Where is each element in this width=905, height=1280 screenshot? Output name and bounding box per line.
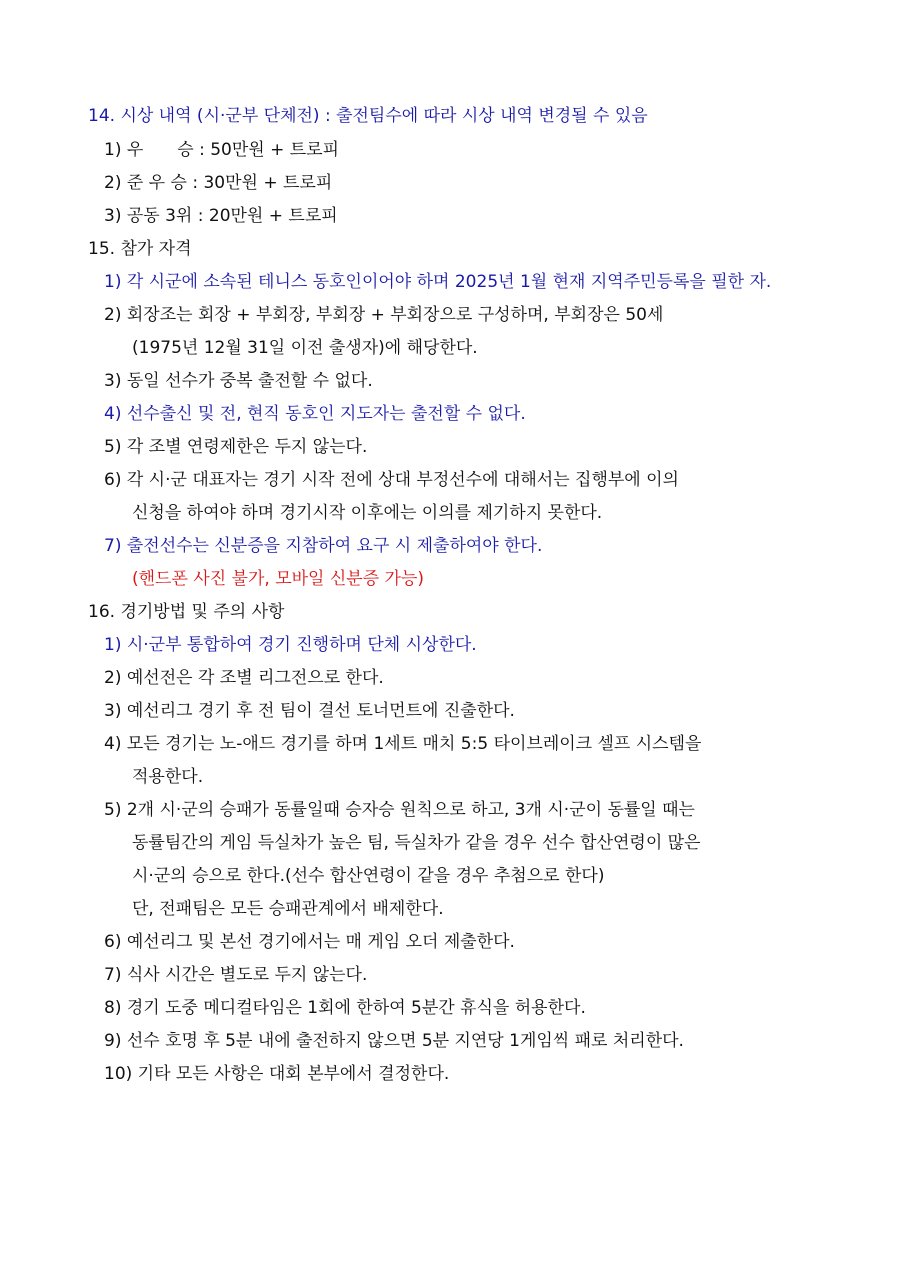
eligibility-item-7: 7) 출전선수는 신분증을 지참하여 요구 시 제출하여야 한다. — [104, 536, 543, 556]
rules-item-5-cont-3: 단, 전패팀은 모든 승패관계에서 배제한다. — [132, 899, 444, 919]
eligibility-item-5: 5) 각 조별 연령제한은 두지 않는다. — [104, 437, 368, 457]
eligibility-item-6: 6) 각 시·군 대표자는 경기 시작 전에 상대 부정선수에 대해서는 집행부에 이의 — [104, 470, 679, 490]
eligibility-item-7-note: (핸드폰 사진 불가, 모바일 신분증 가능) — [132, 569, 425, 589]
award-item-1: 1) 우 승 : 50만원 + 트로피 — [104, 140, 340, 160]
rules-item-4: 4) 모든 경기는 노-애드 경기를 하며 1세트 매치 5:5 타이브레이크 셀프 시스템을 — [104, 734, 702, 754]
rules-item-8: 8) 경기 도중 메디컬타임은 1회에 한하여 5분간 휴식을 허용한다. — [104, 998, 586, 1018]
eligibility-item-1: 1) 각 시군에 소속된 테니스 동호인이어야 하며 2025년 1월 현재 지역주민등록을 필한 자. — [104, 272, 772, 292]
section-15-title: 15. 참가 자격 — [88, 239, 192, 259]
eligibility-item-2-cont: (1975년 12월 31일 이전 출생자)에 해당한다. — [132, 338, 478, 358]
rules-item-4-cont: 적용한다. — [132, 767, 204, 787]
rules-item-7: 7) 식사 시간은 별도로 두지 않는다. — [104, 965, 368, 985]
award-item-3: 3) 공동 3위 : 20만원 + 트로피 — [104, 206, 338, 226]
rules-item-6: 6) 예선리그 및 본선 경기에서는 매 게임 오더 제출한다. — [104, 932, 515, 952]
rules-item-10: 10) 기타 모든 사항은 대회 본부에서 결정한다. — [104, 1064, 450, 1084]
eligibility-item-2: 2) 회장조는 회장 + 부회장, 부회장 + 부회장으로 구성하며, 부회장은 50세 — [104, 305, 664, 325]
rules-item-1: 1) 시·군부 통합하여 경기 진행하며 단체 시상한다. — [104, 635, 477, 655]
award-item-2: 2) 준 우 승 : 30만원 + 트로피 — [104, 173, 333, 193]
eligibility-item-4: 4) 선수출신 및 전, 현직 동호인 지도자는 출전할 수 없다. — [104, 404, 526, 424]
section-14-title: 14. 시상 내역 (시·군부 단체전) : 출전팀수에 따라 시상 내역 변경될 수 있음 — [88, 106, 648, 126]
eligibility-item-6-cont: 신청을 하여야 하며 경기시작 이후에는 이의를 제기하지 못한다. — [132, 503, 603, 523]
rules-item-3: 3) 예선리그 경기 후 전 팀이 결선 토너먼트에 진출한다. — [104, 701, 515, 721]
rules-item-9: 9) 선수 호명 후 5분 내에 출전하지 않으면 5분 지연당 1게임씩 패로 처리한다. — [104, 1031, 684, 1051]
rules-item-5-cont-1: 동률팀간의 게임 득실차가 높은 팀, 득실차가 같을 경우 선수 합산연령이 많은 — [132, 833, 701, 853]
eligibility-item-3: 3) 동일 선수가 중복 출전할 수 없다. — [104, 371, 373, 391]
rules-item-5: 5) 2개 시·군의 승패가 동률일때 승자승 원칙으로 하고, 3개 시·군이 동률일 때는 — [104, 800, 695, 820]
rules-item-5-cont-2: 시·군의 승으로 한다.(선수 합산연령이 같을 경우 추첨으로 한다) — [132, 866, 605, 886]
section-16-title: 16. 경기방법 및 주의 사항 — [88, 602, 285, 622]
rules-item-2: 2) 예선전은 각 조별 리그전으로 한다. — [104, 668, 384, 688]
